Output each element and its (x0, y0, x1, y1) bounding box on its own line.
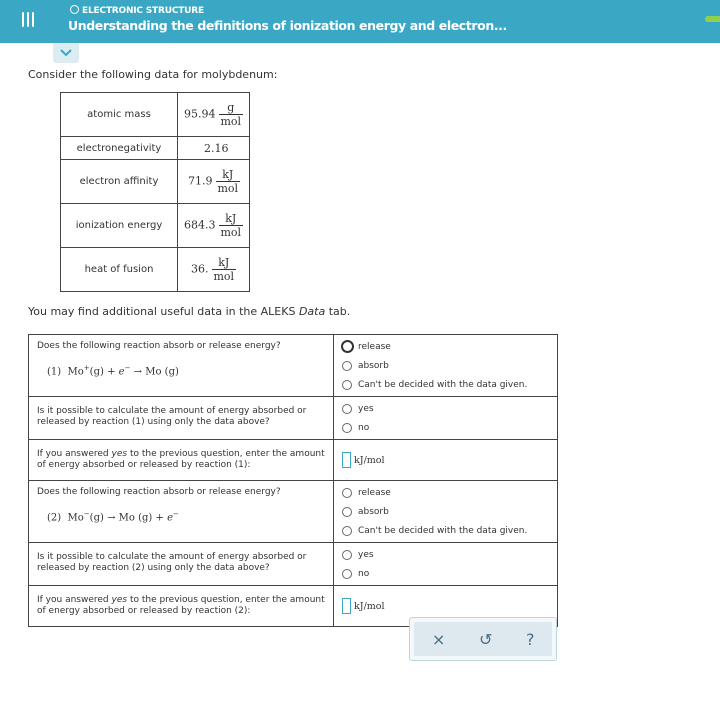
clear-button[interactable]: × (432, 630, 446, 649)
actions-bar (414, 622, 552, 656)
question-cell: Is it possible to calculate the amount of energy absorbed or released by reaction (1) using only the data above? (29, 397, 334, 440)
option-cant-decide[interactable]: Can't be decided with the data given. (342, 375, 557, 394)
radio[interactable] (342, 361, 352, 371)
undo-button[interactable]: ↺ (479, 630, 493, 649)
energy-input-1[interactable] (342, 452, 351, 468)
row-label: ionization energy (61, 204, 178, 248)
answer-cell (334, 543, 558, 586)
radio-selected[interactable] (341, 340, 354, 353)
option-absorb[interactable]: absorb (342, 502, 557, 521)
unit-label: kJ/mol (354, 600, 385, 612)
option-no[interactable]: no (342, 564, 557, 583)
top-header (0, 0, 720, 43)
additional-data-note: You may find additional useful data in the ALEKS Data tab. (28, 305, 351, 318)
element-data-table (60, 92, 250, 292)
energy-input-2[interactable] (342, 598, 351, 614)
question-row (29, 397, 558, 440)
row-value: 95.94 $\frac{g}{\text{mol}}$ (178, 93, 250, 137)
option-release[interactable]: release (342, 337, 557, 356)
data-row (61, 160, 250, 204)
option-release[interactable]: release (342, 483, 557, 502)
option-yes[interactable]: yes (342, 399, 557, 418)
reaction-equation: (2) Mo−(g) → Mo (g) + e− (47, 509, 179, 524)
question-cell: If you answered yes to the previous question, enter the amount of energy absorbed or released by reaction (2): (29, 586, 334, 627)
radio[interactable] (342, 550, 352, 560)
chevron-down-icon (60, 49, 72, 57)
progress-indicator (705, 16, 720, 22)
question-cell (29, 481, 334, 543)
question-row (29, 543, 558, 586)
data-row (61, 137, 250, 160)
radio[interactable] (342, 526, 352, 536)
question-row (29, 440, 558, 481)
radio[interactable] (342, 423, 352, 433)
page-title: Understanding the definitions of ionization energy and electron... (68, 18, 507, 33)
topic-label (70, 5, 204, 16)
reaction-equation: (1) Mo+(g) + e− → Mo (g) (47, 363, 179, 378)
row-value: 2.16 (178, 137, 250, 160)
answer-cell (334, 397, 558, 440)
menu-icon[interactable] (20, 9, 36, 31)
answer-cell (334, 440, 558, 481)
radio[interactable] (342, 488, 352, 498)
row-label: electron affinity (61, 160, 178, 204)
question-table (28, 334, 558, 627)
question-prompt: Does the following reaction absorb or release energy? (37, 487, 281, 497)
row-label: heat of fusion (61, 248, 178, 292)
radio[interactable] (342, 380, 352, 390)
row-label: atomic mass (61, 93, 178, 137)
data-row (61, 248, 250, 292)
row-value: 36. $\frac{kJ}{\text{mol}}$ (178, 248, 250, 292)
radio[interactable] (342, 569, 352, 579)
option-yes[interactable]: yes (342, 545, 557, 564)
answer-actions (409, 617, 557, 661)
radio[interactable] (342, 507, 352, 517)
question-prompt: Does the following reaction absorb or release energy? (37, 341, 281, 351)
intro-text: Consider the following data for molybdenum: (28, 68, 278, 81)
radio[interactable] (342, 404, 352, 414)
answer-cell (334, 335, 558, 397)
row-value: 71.9 $\frac{kJ}{\text{mol}}$ (178, 160, 250, 204)
data-row (61, 93, 250, 137)
question-cell: Is it possible to calculate the amount of energy absorbed or released by reaction (2) using only the data above? (29, 543, 334, 586)
row-value: 684.3 $\frac{kJ}{\text{mol}}$ (178, 204, 250, 248)
option-cant-decide[interactable]: Can't be decided with the data given. (342, 521, 557, 540)
answer-cell (334, 481, 558, 543)
data-row (61, 204, 250, 248)
row-label: electronegativity (61, 137, 178, 160)
expand-tab[interactable] (53, 43, 79, 63)
help-button[interactable]: ? (526, 630, 535, 649)
topic-circle-icon (70, 5, 79, 14)
unit-label: kJ/mol (354, 454, 385, 466)
option-absorb[interactable]: absorb (342, 356, 557, 375)
question-cell: If you answered yes to the previous question, enter the amount of energy absorbed or released by reaction (1): (29, 440, 334, 481)
option-no[interactable]: no (342, 418, 557, 437)
question-row (29, 481, 558, 543)
question-row (29, 335, 558, 397)
topic-text: ELECTRONIC STRUCTURE (82, 6, 204, 16)
question-cell (29, 335, 334, 397)
